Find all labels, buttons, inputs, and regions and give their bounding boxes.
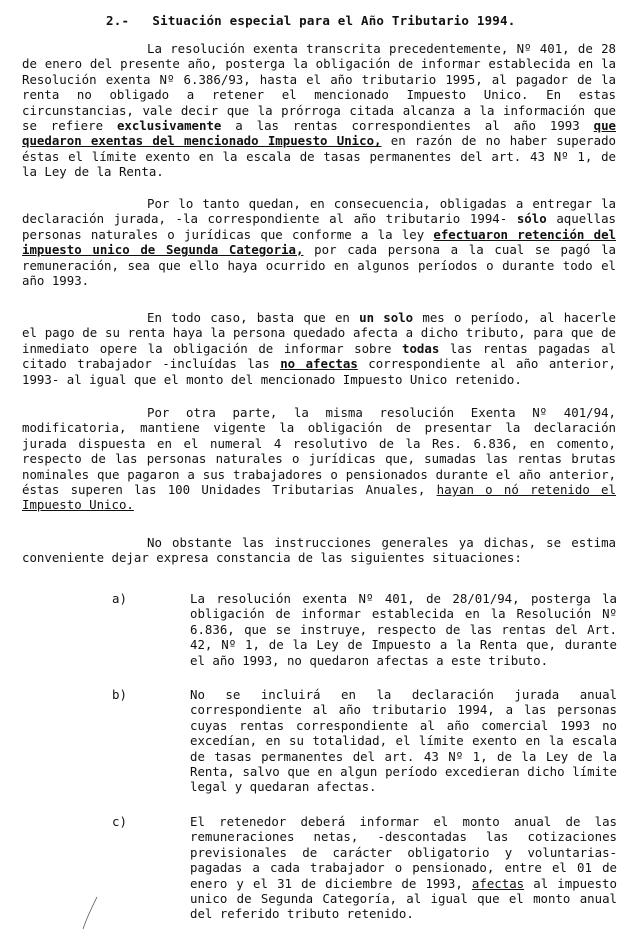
paragraph-4 (22, 405, 616, 513)
p3-text-c: mes o período, al hacerle el pago de su renta haya la persona quedado afecta a dicho tributo, para que de inmediato opere la obligación de informar sobre (22, 310, 617, 356)
p2-text-e: por cada persona a la cual se pagó la remuneración, sea que ello haya ocurrido en algunos períodos o durante todo el año 1993. (22, 242, 616, 289)
p2-underlined: efectuaron retención del impuesto unico de Segunda Categoria, (22, 226, 616, 258)
p1-underlined: que quedaron exentas del mencionado Impuesto Unico, (22, 118, 616, 149)
item-b-letter: b) (112, 687, 127, 702)
item-c-underlined: afectas (471, 875, 525, 891)
item-a-body: La resolución exenta Nº 401, de 28/01/94, posterga la obligación de informar establecida en la Resolución Nº 6.836, que se instruye, respecto de las rentas del Art. 42, Nº 1, de la Ley de Impuesto a la Renta que, durante el año 1993, no quedaron afectas a este tributo. (190, 591, 617, 668)
p3-text-a: En todo caso, basta que en (147, 310, 360, 325)
item-c-body-c: al impuesto unico de Segunda Categoría, al igual que el monto anual del referido tributo retenido. (190, 875, 617, 922)
p3-text-e: las rentas pagadas al citado trabajador -incluídas las (22, 340, 616, 372)
p1-emphasis: exclusivamente (116, 118, 222, 134)
margin-pen-mark (80, 895, 100, 931)
p3-underlined: no afectas (280, 356, 358, 372)
item-a-text (190, 591, 617, 668)
item-b-text (190, 687, 617, 795)
p3-emphasis-2: todas (402, 340, 440, 356)
item-c-letter: c) (112, 814, 127, 829)
section-number: 2.- (106, 13, 130, 28)
p2-text-c: aquellas personas naturales o jurídicas que conforme a la ley (22, 211, 617, 242)
p3-text-g: correspondiente al año anterior, 1993- al igual que el monto del mencionado Impuesto Unico retenido. (22, 356, 616, 387)
p2-emphasis: sólo (516, 211, 547, 227)
paragraph-3 (22, 310, 616, 387)
section-title: Situación especial para el Año Tributario 1994. (152, 13, 516, 28)
paragraph-1 (22, 41, 616, 180)
section-heading (106, 13, 515, 28)
item-b-body: No se incluirá en la declaración jurada anual correspondiente al año tributario 1994, a las personas cuyas rentas correspondiente al año comercial 1993 no excedían, en su totalidad, el límite exento en la escala de tasas permanentes del art. 43 Nº 1, de la Ley de la Renta, salvo que en algun período excedieran dicho límite legal y quedaran afectas. (190, 687, 617, 795)
item-c-text (190, 814, 617, 922)
p1-text-c: a las rentas correspondientes al año 1993 (221, 118, 594, 134)
item-c-body-a: El retenedor deberá informar el monto anual de las remuneraciones netas, -descontadas las cotizaciones previsionales de carácter obligatorio y voluntarias- pagadas a cada trabajador o pensionado, entre el 01 de enero y el 31 de diciembre de 1993, (190, 814, 617, 891)
paragraph-2 (22, 196, 616, 288)
item-a-letter: a) (112, 591, 127, 606)
p1-text-a: La resolución exenta transcrita precedentemente, Nº 401, de 28 de enero del presente año, posterga la obligación de informar establecida en la Resolución exenta Nº 6.386/93, hasta el año tributario 1995, al pagador de la renta no obligado a retener el mencionado Impuesto Unico. En estas circunstancias, vale decir que la prórroga citada alcanza a la información que se refiere (22, 41, 616, 134)
paragraph-5 (22, 535, 616, 566)
p2-text-a: Por lo tanto quedan, en consecuencia, obligadas a entregar la declaración jurada, -la correspondiente al año tributario 1994- (22, 196, 616, 227)
p4-underlined: hayan o nó retenido el Impuesto Unico. (22, 482, 616, 513)
p3-emphasis-1: un solo (359, 310, 414, 325)
p1-text-e: en razón de no haber superado éstas el límite exento en la escala de tasas permanentes del art. 43 Nº 1, de la Ley de la Renta. (22, 133, 616, 180)
p4-text-a: Por otra parte, la misma resolución Exenta Nº 401/94, modificatoria, mantiene vigente la obligación de presentar la declaración jurada dispuesta en el numeral 4 resolutivo de la Res. 6.836, en comento, respecto de las personas naturales o jurídicas que, sumadas las rentas brutas nominales que pagaron a sus trabajadores o pensionados durante el año anterior, éstas superen las 100 Unidades Tributarias Anuales, (22, 405, 616, 498)
p5-text: No obstante las instrucciones generales ya dichas, se estima conveniente dejar expresa constancia de las siguientes situaciones: (22, 535, 616, 566)
